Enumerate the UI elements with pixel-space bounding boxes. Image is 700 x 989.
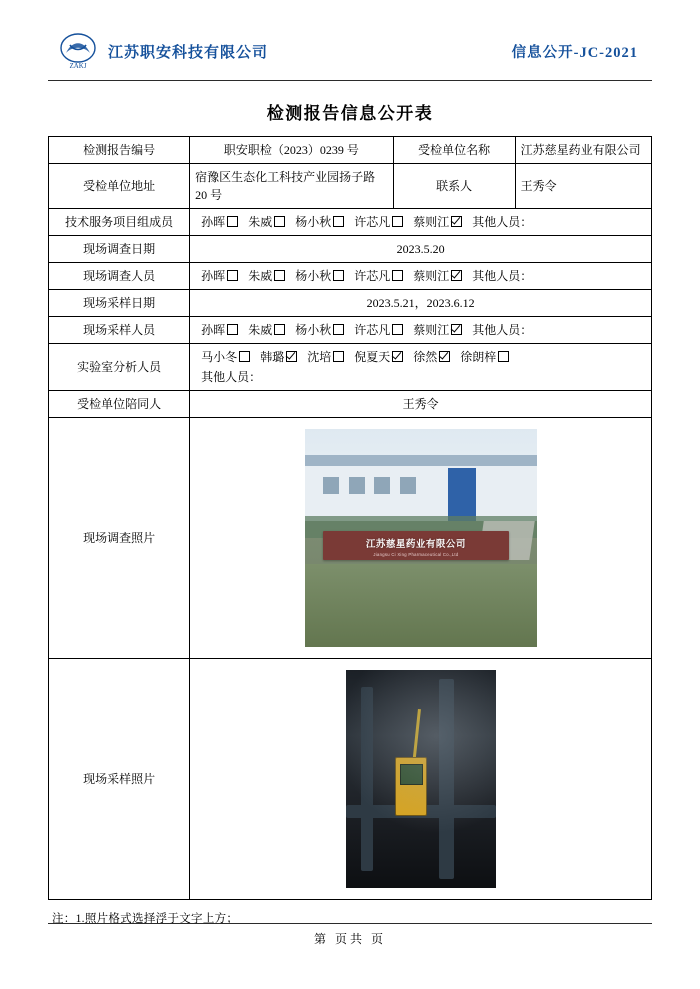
table-row	[49, 209, 652, 236]
checkbox-unchecked-icon[interactable]	[227, 270, 238, 281]
checkbox-item[interactable]	[354, 321, 403, 339]
checkbox-unchecked-icon[interactable]	[392, 216, 403, 227]
survey-photo-wrap	[195, 429, 646, 647]
table-row	[49, 290, 652, 317]
label-survey-staff: 现场调查人员	[49, 263, 190, 290]
label-lab-staff: 实验室分析人员	[49, 344, 190, 391]
table-row	[49, 164, 652, 209]
lab-staff-checklist	[195, 348, 646, 366]
value-client-name: 江苏慈星药业有限公司	[515, 137, 651, 164]
checkbox-label: 孙晖	[201, 269, 226, 283]
checkbox-label: 朱威	[248, 215, 273, 229]
cell-survey-photo	[190, 418, 652, 659]
checkbox-unchecked-icon[interactable]	[392, 324, 403, 335]
page-header	[48, 28, 652, 81]
value-survey-date: 2023.5.20	[190, 236, 652, 263]
label-sampling-date: 现场采样日期	[49, 290, 190, 317]
checkbox-label: 朱威	[248, 269, 273, 283]
checkbox-unchecked-icon[interactable]	[333, 324, 344, 335]
checkbox-label: 朱威	[248, 323, 273, 337]
checkbox-unchecked-icon[interactable]	[274, 324, 285, 335]
others-label: 其他人员：	[201, 370, 262, 384]
checkbox-label: 杨小秋	[295, 269, 332, 283]
checkbox-checked-icon[interactable]	[439, 351, 450, 362]
table-row	[49, 317, 652, 344]
checkbox-label: 杨小秋	[295, 215, 332, 229]
checkbox-unchecked-icon[interactable]	[227, 216, 238, 227]
checkbox-label: 孙晖	[201, 323, 226, 337]
label-sampling-staff: 现场采样人员	[49, 317, 190, 344]
checkbox-unchecked-icon[interactable]	[227, 324, 238, 335]
page-title: 检测报告信息公开表	[266, 104, 434, 123]
cell-sampling-photo	[190, 659, 652, 900]
value-report-no: 职安职检（2023）0239 号	[190, 137, 393, 164]
checkbox-item[interactable]	[248, 267, 285, 285]
factory-sign	[323, 531, 509, 559]
checkbox-unchecked-icon[interactable]	[274, 216, 285, 227]
checkbox-label: 倪夏天	[354, 350, 391, 364]
others-label: 其他人员：	[472, 215, 533, 229]
checkbox-item[interactable]	[260, 348, 297, 366]
checkbox-unchecked-icon[interactable]	[333, 270, 344, 281]
label-accompany: 受检单位陪同人	[49, 391, 190, 418]
checkbox-label: 许芯凡	[354, 269, 391, 283]
checkbox-label: 蔡则江	[413, 269, 450, 283]
checkbox-label: 杨小秋	[295, 323, 332, 337]
checkbox-item[interactable]	[413, 321, 462, 339]
checkbox-item[interactable]	[201, 348, 250, 366]
table-row	[49, 344, 652, 391]
others-label: 其他人员：	[472, 323, 533, 337]
checkbox-unchecked-icon[interactable]	[239, 351, 250, 362]
checkbox-checked-icon[interactable]	[286, 351, 297, 362]
label-report-no: 检测报告编号	[49, 137, 190, 164]
checkbox-item[interactable]	[248, 213, 285, 231]
checkbox-unchecked-icon[interactable]	[498, 351, 509, 362]
table-row	[49, 236, 652, 263]
table-row-photo-sampling	[49, 659, 652, 900]
sampling-photo-image	[346, 670, 496, 888]
checkbox-item[interactable]	[295, 213, 344, 231]
value-sampling-staff	[190, 317, 652, 344]
table-row	[49, 263, 652, 290]
checkbox-unchecked-icon[interactable]	[274, 270, 285, 281]
value-team-members	[190, 209, 652, 236]
sampling-staff-checklist	[195, 321, 646, 339]
checkbox-unchecked-icon[interactable]	[392, 270, 403, 281]
notes-text: 注：1.照片格式选择浮于文字上方；	[52, 913, 239, 925]
checkbox-item[interactable]	[248, 321, 285, 339]
page-footer	[48, 923, 652, 947]
label-survey-photo: 现场调查照片	[49, 418, 190, 659]
others-label: 其他人员：	[472, 269, 533, 283]
value-contact: 王秀令	[515, 164, 651, 209]
lab-staff-others	[195, 366, 646, 386]
label-client-address: 受检单位地址	[49, 164, 190, 209]
company-name: 江苏职安科技有限公司	[108, 44, 269, 61]
checkbox-item[interactable]	[201, 267, 238, 285]
footer-divider	[48, 923, 652, 924]
brand	[56, 31, 268, 71]
checkbox-label: 许芯凡	[354, 215, 391, 229]
document-code: 信息公开-JC-2021	[511, 44, 638, 61]
checkbox-item[interactable]	[413, 348, 450, 366]
checkbox-unchecked-icon[interactable]	[333, 351, 344, 362]
value-client-address: 宿豫区生态化工科技产业园扬子路 20 号	[190, 164, 393, 209]
checkbox-label: 韩璐	[260, 350, 285, 364]
team-members-checklist	[195, 213, 646, 231]
label-survey-date: 现场调查日期	[49, 236, 190, 263]
factory-sign-text: 江苏慈星药业有限公司	[365, 540, 466, 551]
report-info-table	[48, 136, 652, 900]
checkbox-label: 许芯凡	[354, 323, 391, 337]
checkbox-checked-icon[interactable]	[451, 216, 462, 227]
table-row	[49, 391, 652, 418]
table-row	[49, 137, 652, 164]
checkbox-item[interactable]	[201, 321, 238, 339]
checkbox-item[interactable]	[354, 213, 403, 231]
survey-staff-checklist	[195, 267, 646, 285]
checkbox-label: 徐然	[413, 350, 438, 364]
checkbox-checked-icon[interactable]	[451, 324, 462, 335]
sampling-photo-wrap	[195, 670, 646, 888]
checkbox-label: 沈培	[307, 350, 332, 364]
checkbox-item[interactable]	[413, 267, 462, 285]
checkbox-item[interactable]	[295, 267, 344, 285]
label-contact: 联系人	[393, 164, 515, 209]
value-survey-staff	[190, 263, 652, 290]
checkbox-label: 蔡则江	[413, 323, 450, 337]
checkbox-label: 孙晖	[201, 215, 226, 229]
checkbox-item[interactable]	[307, 348, 344, 366]
survey-photo-image	[305, 429, 537, 647]
label-sampling-photo: 现场采样照片	[49, 659, 190, 900]
checkbox-item[interactable]	[295, 321, 344, 339]
checkbox-item[interactable]	[201, 213, 238, 231]
checkbox-item[interactable]	[354, 267, 403, 285]
factory-sign-subtext: Jiangsu Ci Xing Pharmaceutical Co.,Ltd	[373, 552, 459, 558]
value-lab-staff	[190, 344, 652, 391]
svg-text:ZAKJ: ZAKJ	[69, 62, 87, 70]
value-sampling-date: 2023.5.21，2023.6.12	[190, 290, 652, 317]
checkbox-item[interactable]	[413, 213, 462, 231]
label-team-members: 技术服务项目组成员	[49, 209, 190, 236]
label-client-name: 受检单位名称	[393, 137, 515, 164]
value-accompany: 王秀令	[190, 391, 652, 418]
checkbox-item[interactable]	[354, 348, 403, 366]
checkbox-label: 蔡则江	[413, 215, 450, 229]
checkbox-checked-icon[interactable]	[392, 351, 403, 362]
footer-page-number: 第 页共 页	[313, 932, 386, 946]
company-logo-icon	[56, 31, 100, 71]
checkbox-item[interactable]	[460, 348, 509, 366]
checkbox-label: 徐朗梓	[460, 350, 497, 364]
checkbox-label: 马小冬	[201, 350, 238, 364]
checkbox-checked-icon[interactable]	[451, 270, 462, 281]
table-row-photo-survey	[49, 418, 652, 659]
checkbox-unchecked-icon[interactable]	[333, 216, 344, 227]
